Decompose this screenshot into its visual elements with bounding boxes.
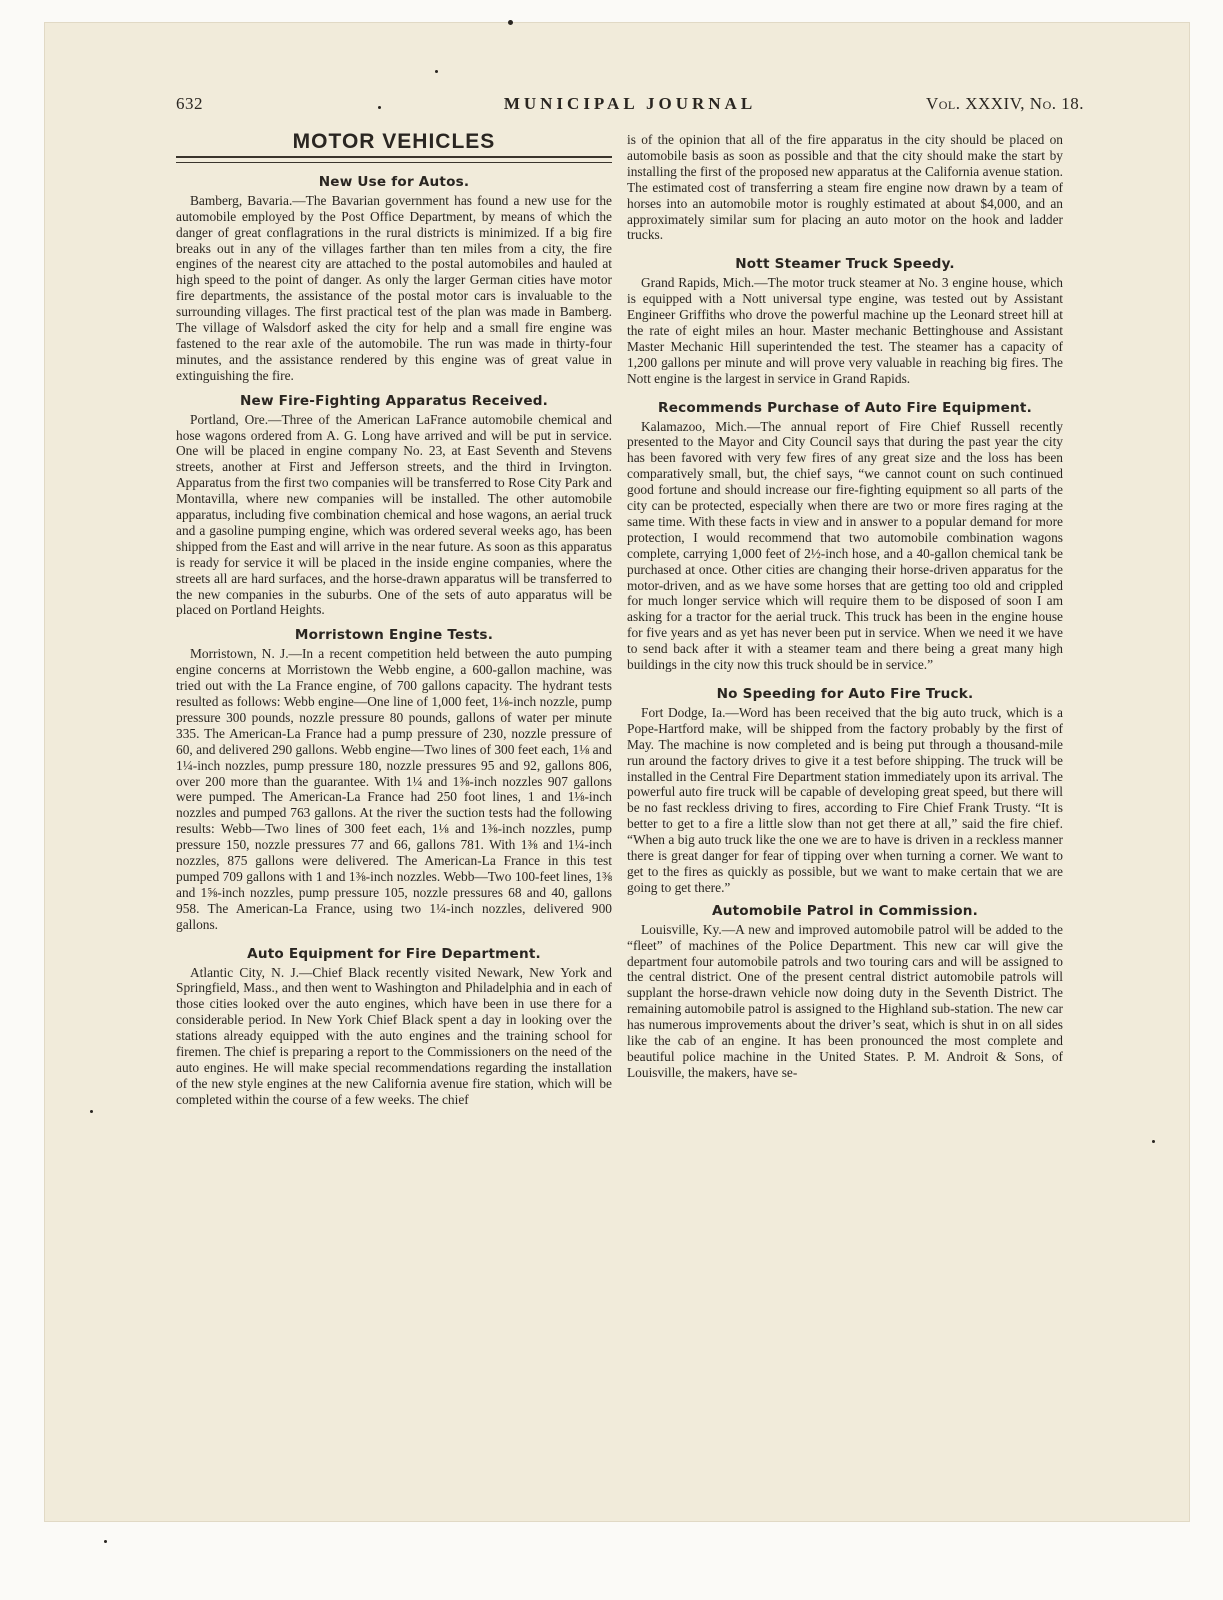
article-body: Kalamazoo, Mich.—The annual report of Fire Chief Russell recently presented to the Mayor and City Council says that during the past year the city has been favored with very few fires of any great size and the loss has been comparatively small, but, the chief says, “we cannot count on such continued good fortune and should increase our fire-fighting equipment so all parts of the city can be protected, especially when there are two or more fires raging at the same time. With these facts in view and in answer to a popular demand for more protection, I would recommend that two automobile combination wagons complete, carrying 1,000 feet of 2½-inch hose, and a 40-gallon chemical tank be purchased at once. Other cities are changing their horse-driven apparatus for the motor-driven, and as we have some horses that are getting too old and crippled for much longer service which will require them to be disposed of soon I am asking for a tractor for the aerial truck. This truck has been in the engine house for five years and as yet has never been put in service. When we need it we have to send back after it with a steamer team and there being a great many high buildings in the city now this truck should be in service.” (627, 418, 1063, 673)
article-automobile-patrol (627, 904, 1063, 1081)
article-title: No Speeding for Auto Fire Truck. (716, 686, 974, 702)
article-body-continued: is of the opinion that all of the fire apparatus in the city should be placed on automobile basis as soon as possible and that the city should make the start by installing the first of the proposed new apparatus at the California avenue station. The estimated cost of transferring a steam fire engine now drawn by a team of horses into an automobile motor is roughly estimated at about $4,000, and an approximately similar sum for placing an auto motor on the hook and ladder trucks. (627, 132, 1063, 243)
article-nott-steamer-truck (627, 257, 1063, 386)
article-title: Recommends Purchase of Auto Fire Equipment. (658, 399, 1032, 416)
article-title: New Use for Autos. (318, 173, 470, 190)
section-title: MOTOR VEHICLES (292, 130, 496, 153)
article-title: Nott Steamer Truck Speedy. (735, 256, 955, 273)
scan-speck (104, 1540, 107, 1543)
scan-speck (1152, 1140, 1155, 1143)
article-body: Fort Dodge, Ia.—Word has been received that the big auto truck, which is a Pope-Hartford make, will be shipped from the factory probably by the first of May. The machine is now completed and is being put through a thousand-mile run around the factory drives to give it a test before shipping. The truck will be installed in the Central Fire Department station immediately upon its arrival. The powerful auto fire truck will be capable of developing great speed, but there will be no fast reckless driving to fires, according to Fire Chief Frank Trusty. “It is better to get to a fire a little slow than not get there at all,” said the fire chief. “When a big auto truck like the one we are to have is driven in a reckless manner there is great danger for fear of tipping over when turning a corner. We want to get to the fires as quickly as possible, but we want to make certain that we are going to get there.” (627, 704, 1063, 895)
volume-number: Vol. XXXIV, No. 18. (925, 94, 1084, 113)
scan-speck (90, 1110, 93, 1113)
article-body: Louisville, Ky.—A new and improved automobile patrol will be added to the “fleet” of machines of the Police Department. This new car will give the department four automobile patrols and two touring cars and will be assigned to the central district. One of the present central district automobile patrols will supplant the horse-drawn vehicle now doing duty in the Seventh District. The remaining automobile patrol is assigned to the Highland sub-station. The new car has numerous improvements about the driver’s seat, which is shut in on all sides like the cab of an engine. It has been pronounced the most complete and beautiful police machine in the United States. P. M. Androit & Sons, of Louisville, the makers, have se- (627, 921, 1063, 1080)
article-title: Morristown Engine Tests. (294, 627, 494, 644)
journal-title: MUNICIPAL JOURNAL (503, 94, 757, 113)
article-new-fire-fighting-apparatus (176, 394, 612, 619)
page-number: 632 (176, 94, 203, 113)
article-auto-equipment-continued (627, 132, 1063, 243)
right-column (627, 132, 1063, 1089)
page-header (176, 94, 1084, 118)
scan-speck (435, 70, 438, 73)
article-body: Atlantic City, N. J.—Chief Black recently visited Newark, New York and Springfield, Mass., and then went to Washington and Philadelphia and in each of those cities looked over the auto engines, which have been in use there for a considerable period. In New York Chief Black spent a day in looking over the stations already equipped with the auto engines and the training school for firemen. The chief is preparing a report to the Commissioners on the need of the auto engines. He will make special recommendations regarding the installation of the new style engines at the new California avenue fire station, which will be completed within the course of a few weeks. The chief (176, 964, 612, 1107)
article-title: Auto Equipment for Fire Department. (247, 945, 541, 962)
article-auto-equipment-fire-department (176, 947, 612, 1108)
article-body: Morristown, N. J.—In a recent competition held between the auto pumping engine concerns at Morristown the Webb engine, a 600-gallon machine, was tried out with the La France engine, of 700 gallons capacity. The hydrant tests resulted as follows: Webb engine—One line of 1,000 feet, 1⅛-inch nozzle, pump pressure 300 pounds, nozzle pressure 80 pounds, gallons of water per minute 335. The American-La France had a pump pressure of 230, nozzle pressure of 60, and delivered 290 gallons. Webb engine—Two lines of 300 feet each, 1⅛ and 1¼-inch nozzles, pump pressure 180, nozzle pressures 95 and 92, gallons 806, over 200 more than the guarantee. With 1¼ and 1⅜-inch nozzles 907 gallons were pumped. The American-La France had 250 foot lines, 1 and 1⅛-inch nozzles and pumped 763 gallons. At the river the suction tests had the following results: Webb—Two lines of 300 feet each, 1⅛ and 1⅜-inch nozzles, pump pressure 150, nozzle pressures 77 and 66, gallons 781. With 1⅜ and 1¼-inch nozzles, 875 gallons were delivered. The American-La France in this test pumped 709 gallons with 1 and 1⅜-inch nozzles. Webb—Two 100-feet lines, 1⅜ and 1⅝-inch nozzles, pump pressure 105, nozzle pressures 68 and 40, gallons 958. The American-La France, using two 1¼-inch nozzles, delivered 900 gallons. (176, 646, 612, 932)
article-title: Automobile Patrol in Commission. (711, 902, 979, 919)
article-body: Bamberg, Bavaria.—The Bavarian government has found a new use for the automobile employed by the Post Office Department, by means of which the danger of great conflagrations in the rural districts is minimized. If a big fire breaks out in any of the villages farther than ten miles from a city, the fire engines of the nearest city are attached to the postal automobiles and hauled at high speed to the point of danger. As only the larger German cities have motor fire departments, the assistance of the postal motor cars is invaluable to the surrounding villages. The first practical test of the plan was made in Bamberg. The village of Walsdorf asked the city for help and a small fire engine was fastened to the rear axle of the automobile. The run was made in thirty-four minutes, and the assistance rendered by this engine was of great value in extinguishing the fire. (176, 192, 612, 383)
article-title: New Fire-Fighting Apparatus Received. (239, 392, 549, 409)
left-column (176, 132, 612, 1116)
article-body: Grand Rapids, Mich.—The motor truck steamer at No. 3 engine house, which is equipped with a Nott universal type engine, was tested out by Assistant Engineer Griffiths who drove the powerful machine up the Leonard street hill at the rate of eight miles an hour. Master mechanic Bettinghouse and Assistant Master Mechanic Hill superintended the test. The steamer has a capacity of 1,200 gallons per minute and will prove very valuable in reaching big fires. The Nott engine is the largest in service in Grand Rapids. (627, 275, 1063, 386)
article-no-speeding (627, 687, 1063, 896)
section-rule (176, 156, 612, 163)
scan-speck (508, 20, 513, 25)
article-body: Portland, Ore.—Three of the American LaFrance automobile chemical and hose wagons ordered from A. G. Long have arrived and will be put in service. One will be placed in engine company No. 23, at East Seventh and Stevens streets, another at First and Jefferson streets, and the third in Irvington. Apparatus from the first two companies will be transferred to Rose City Park and Montavilla, where new companies will be installed. The other automobile apparatus, including five combination chemical and hose wagons, an aerial truck and a gasoline pumping engine, which was ordered several weeks ago, has been shipped from the East and will arrive in the near future. As soon as this apparatus is ready for service it will be placed in the inside engine companies, where the streets all are hard surfaces, and the horse-drawn apparatus will be transferred to the new companies in the suburbs. One of the sets of auto apparatus will be placed on Portland Heights. (176, 411, 612, 618)
article-morristown-engine-tests (176, 628, 612, 932)
article-new-use-for-autos (176, 175, 612, 384)
article-recommends-purchase (627, 401, 1063, 673)
